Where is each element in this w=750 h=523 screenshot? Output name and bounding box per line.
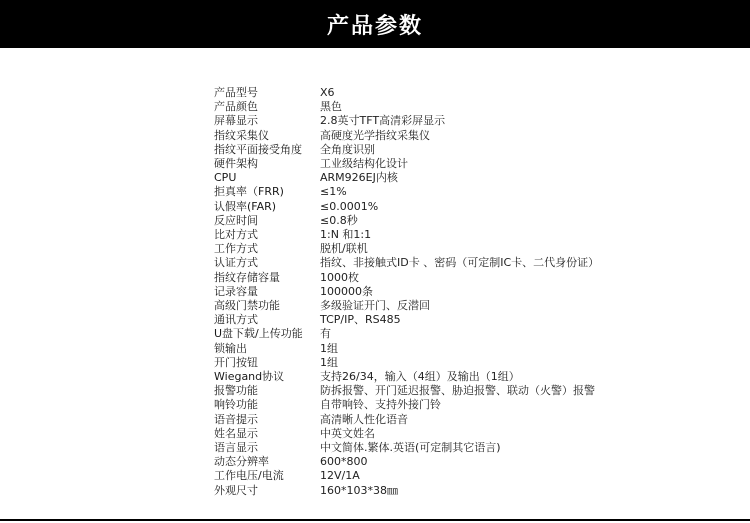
spec-value: 多级验证开门、反潜回 [320, 299, 430, 313]
spec-label: 响铃功能 [214, 398, 258, 412]
spec-label: 姓名显示 [214, 426, 258, 440]
spec-row [214, 129, 599, 143]
spec-row [214, 200, 599, 214]
spec-row [214, 214, 599, 228]
spec-row [214, 398, 599, 412]
spec-value: TCP/IP、RS485 [320, 313, 401, 327]
spec-row [214, 242, 599, 256]
spec-label: 反应时间 [214, 213, 258, 227]
spec-value: 指纹、非接触式ID卡 、密码（可定制IC卡、二代身份证） [320, 256, 600, 270]
spec-label: 动态分辨率 [214, 455, 269, 469]
spec-value: 高清晰人性化语音 [320, 412, 408, 426]
spec-value: 1000枚 [320, 270, 359, 284]
spec-row [214, 413, 599, 427]
spec-row [214, 157, 599, 171]
spec-label: 产品型号 [214, 86, 258, 99]
spec-label: 比对方式 [214, 228, 258, 242]
spec-table-body [214, 86, 599, 498]
spec-row [214, 342, 599, 356]
spec-value: 全角度识别 [320, 142, 375, 156]
spec-value: ARM926EJ内核 [320, 171, 398, 185]
spec-label: 记录容量 [214, 284, 258, 298]
spec-value: 100000条 [320, 284, 373, 298]
header-banner [0, 0, 750, 48]
spec-row [214, 299, 599, 313]
spec-value: 高硬度光学指纹采集仪 [320, 128, 430, 142]
spec-label: 锁输出 [214, 341, 247, 355]
spec-value: 160*103*38㎜ [320, 483, 398, 497]
spec-label: 硬件架构 [214, 157, 258, 171]
spec-label: 工作电压/电流 [214, 469, 284, 483]
spec-value: 中文简体.繁体.英语(可定制其它语言) [320, 441, 501, 455]
spec-row [214, 327, 599, 341]
spec-label: 产品颜色 [214, 100, 258, 114]
bottom-divider [0, 519, 750, 521]
spec-row [214, 143, 599, 157]
spec-row [214, 185, 599, 199]
spec-value: 自带响铃、支持外接门铃 [320, 398, 441, 412]
spec-row [214, 455, 599, 469]
spec-row [214, 469, 599, 483]
spec-label: 指纹平面接受角度 [214, 142, 302, 156]
spec-label: 屏幕显示 [214, 114, 258, 128]
spec-label: 认假率(FAR) [214, 199, 277, 213]
spec-row [214, 114, 599, 128]
spec-row [214, 370, 599, 384]
spec-label: 指纹存储容量 [214, 270, 280, 284]
spec-label: 开门按钮 [214, 355, 258, 369]
spec-value: ≤0.8秒 [320, 213, 358, 227]
spec-label: 语言显示 [214, 441, 258, 455]
spec-value: 黑色 [320, 100, 342, 114]
page-title: 产品参数 [326, 13, 423, 39]
spec-label: 报警功能 [214, 384, 258, 398]
spec-value: 支持26/34，输入（4组）及输出（1组） [320, 370, 520, 384]
spec-value: 600*800 [320, 455, 368, 469]
spec-value: 工业级结构化设计 [320, 157, 408, 171]
spec-value: 有 [320, 327, 331, 341]
spec-value: 2.8英寸TFT高清彩屏显示 [320, 114, 446, 128]
spec-value: 脱机/联机 [320, 242, 368, 256]
spec-row [214, 271, 599, 285]
spec-label: 通讯方式 [214, 313, 258, 327]
spec-value: 中英文姓名 [320, 426, 375, 440]
spec-row [214, 356, 599, 370]
spec-value: X6 [320, 86, 335, 99]
spec-row [214, 228, 599, 242]
spec-label: CPU [214, 171, 237, 185]
spec-row [214, 427, 599, 441]
spec-row [214, 384, 599, 398]
spec-row [214, 256, 599, 270]
spec-row [214, 484, 599, 498]
spec-value: 1:N 和1:1 [320, 228, 372, 242]
spec-label: Wiegand协议 [214, 370, 285, 384]
spec-label: 高级门禁功能 [214, 299, 280, 313]
spec-table [214, 86, 599, 498]
spec-label: 工作方式 [214, 242, 258, 256]
spec-value: ≤1% [320, 185, 347, 199]
spec-label: 外观尺寸 [214, 483, 258, 497]
spec-row [214, 313, 599, 327]
spec-row [214, 100, 599, 114]
spec-value: 1组 [320, 355, 338, 369]
spec-value: ≤0.0001% [320, 199, 379, 213]
spec-row [214, 86, 599, 100]
spec-label: 认证方式 [214, 256, 258, 270]
spec-row [214, 171, 599, 185]
spec-value: 1组 [320, 341, 338, 355]
spec-row [214, 285, 599, 299]
spec-label: 指纹采集仪 [214, 128, 269, 142]
spec-value: 12V/1A [320, 469, 360, 483]
spec-label: U盘下载/上传功能 [214, 327, 303, 341]
spec-label: 语音提示 [214, 412, 258, 426]
spec-value: 防拆报警、开门延迟报警、胁迫报警、联动（火警）报警 [320, 384, 595, 398]
spec-row [214, 441, 599, 455]
spec-label: 拒真率（FRR) [214, 185, 284, 199]
